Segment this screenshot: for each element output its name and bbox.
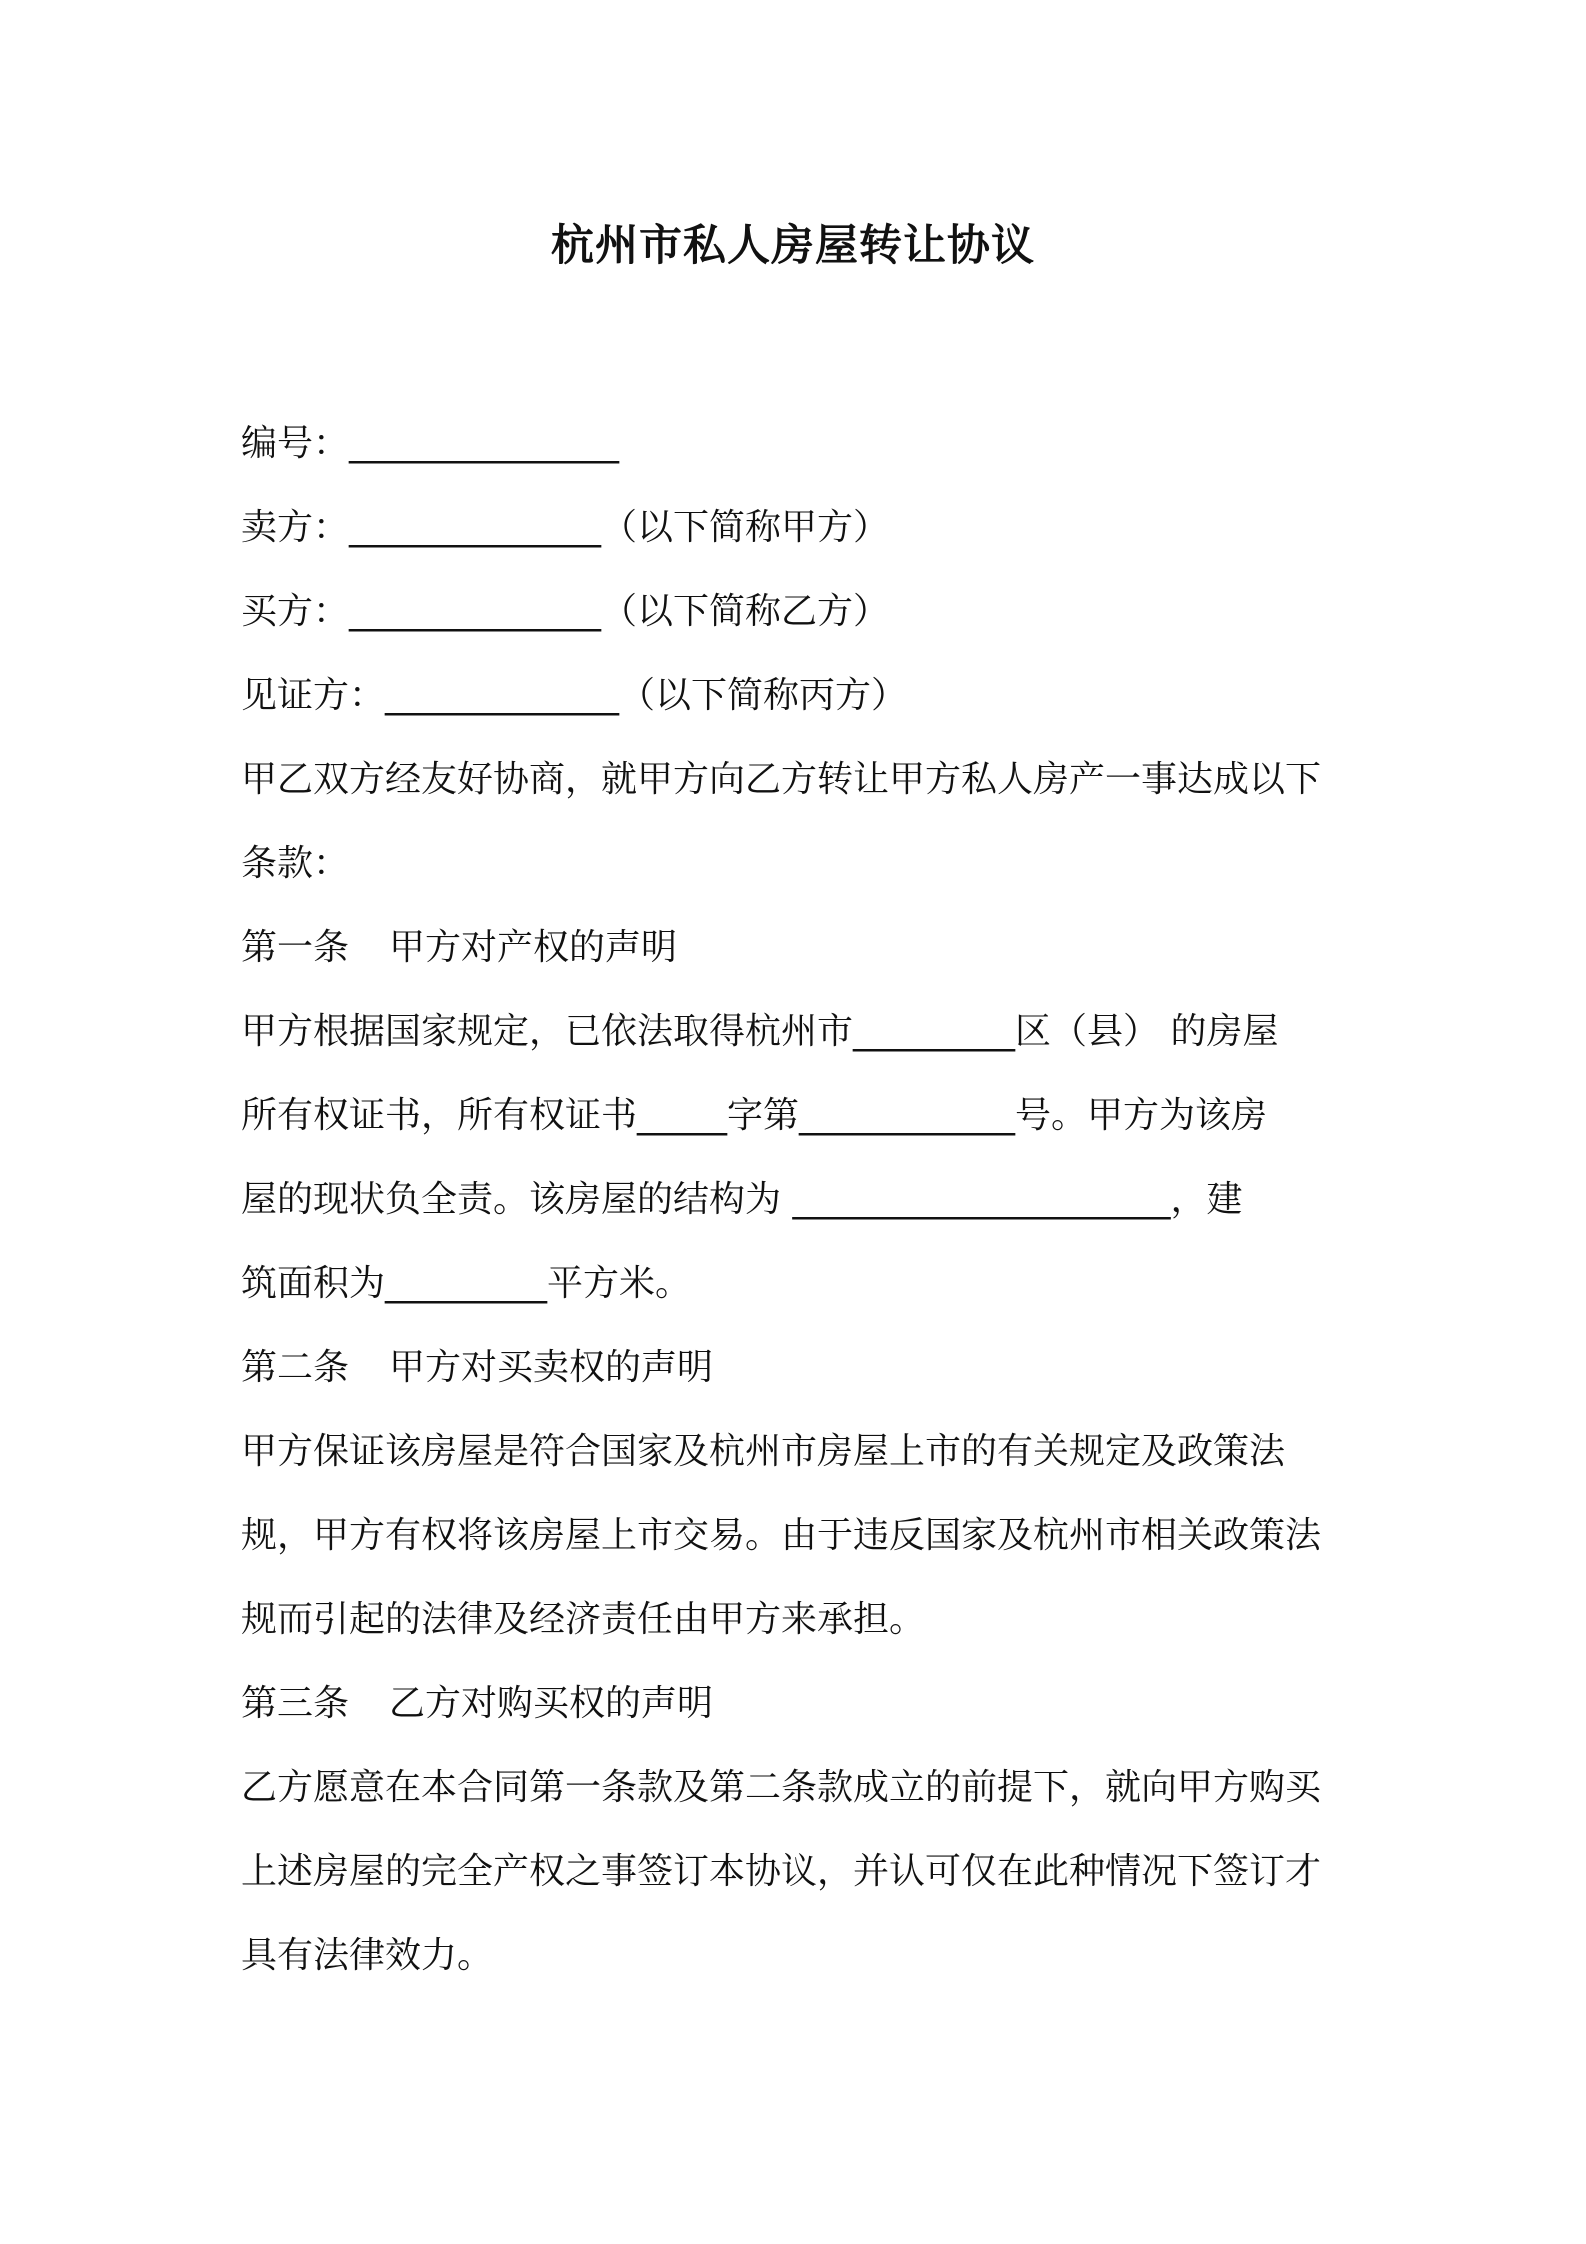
- intro-line: 甲乙双方经友好协商，就甲方向乙方转让甲方私人房产一事达成以下: [241, 759, 1322, 800]
- article-1-text-line: 所有权证书，所有权证书_____字第____________号。甲方为该房: [241, 1095, 1268, 1136]
- document-body: [241, 402, 1361, 1998]
- article-number: 第三条: [241, 1683, 350, 1724]
- article-1-text-line: 筑面积为_________平方米。: [241, 1263, 692, 1304]
- intro-line: 条款：: [241, 843, 350, 884]
- article-number: 第二条: [241, 1347, 350, 1388]
- article-1-text-line: 屋的现状负全责。该房屋的结构为 _____________________，建: [241, 1179, 1243, 1220]
- article-heading-text: 乙方对购买权的声明: [389, 1683, 714, 1724]
- article-3-text-line: 上述房屋的完全产权之事签订本协议，并认可仅在此种情况下签订才: [241, 1851, 1322, 1892]
- article-2-text-line: 规，甲方有权将该房屋上市交易。由于违反国家及杭州市相关政策法: [241, 1515, 1322, 1556]
- article-3-heading: [241, 1662, 1361, 1746]
- article-3-text-line: 乙方愿意在本合同第一条款及第二条款成立的前提下，就向甲方购买: [241, 1767, 1322, 1808]
- buyer-line: 买方：______________（以下简称乙方）: [241, 591, 890, 632]
- article-2-text-line: 规而引起的法律及经济责任由甲方来承担。: [241, 1599, 926, 1640]
- contract-number-line: 编号：_______________: [241, 423, 620, 464]
- article-2-heading: [241, 1326, 1361, 1410]
- article-heading-text: 甲方对产权的声明: [389, 927, 678, 968]
- article-2-text-line: 甲方保证该房屋是符合国家及杭州市房屋上市的有关规定及政策法: [241, 1431, 1286, 1472]
- article-1-text-line: 甲方根据国家规定，已依法取得杭州市_________区（县） 的房屋: [241, 1011, 1279, 1052]
- seller-line: 卖方：______________（以下简称甲方）: [241, 507, 890, 548]
- article-1-heading: [241, 906, 1361, 990]
- article-heading-text: 甲方对买卖权的声明: [389, 1347, 714, 1388]
- article-number: 第一条: [241, 927, 350, 968]
- document-title: 杭州市私人房屋转让协议: [551, 221, 1035, 271]
- article-3-text-line: 具有法律效力。: [241, 1935, 494, 1976]
- witness-line: 见证方：_____________（以下简称丙方）: [241, 675, 908, 716]
